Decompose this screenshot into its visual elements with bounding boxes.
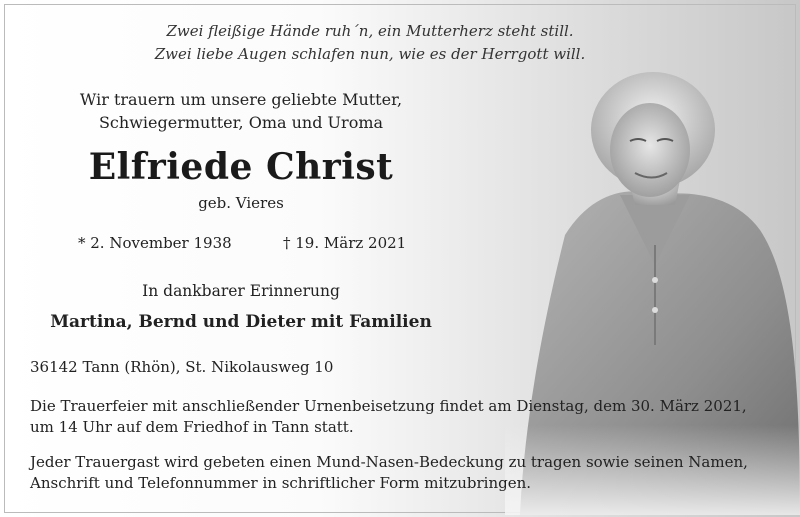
notice-line: Anschrift und Telefonnummer in schriftlicher Form mitzubringen. [30, 474, 532, 492]
address: 36142 Tann (Rhön), St. Nikolausweg 10 [30, 358, 334, 376]
funeral-line: Die Trauerfeier mit anschließender Urnenbeisetzung findet am Dienstag, dem 30. März 2021, [30, 397, 747, 415]
portrait-photo [505, 45, 800, 515]
family-signature: Martina, Bernd und Dieter mit Familien [50, 312, 432, 332]
verse-line: Zwei liebe Augen schlafen nun, wie es der Herrgott will. [154, 45, 586, 63]
deceased-name: Elfriede Christ [88, 146, 394, 188]
notice-line: Jeder Trauergast wird gebeten einen Mund-Nasen-Bedeckung zu tragen sowie seinen Namen, [30, 453, 748, 471]
intro-line: Wir trauern um unsere geliebte Mutter, [79, 90, 403, 109]
birth-date: * 2. November 1938 [78, 234, 232, 252]
intro-line: Schwiegermutter, Oma und Uroma [98, 113, 384, 132]
funeral-line: um 14 Uhr auf dem Friedhof in Tann statt. [30, 418, 354, 436]
memory-line: In dankbarer Erinnerung [142, 282, 340, 300]
memorial-verse [130, 20, 610, 66]
maiden-name: geb. Vieres [198, 194, 284, 212]
death-date: † 19. März 2021 [283, 234, 407, 252]
funeral-info [30, 396, 790, 438]
verse-line: Zwei fleißige Hände ruh´n, ein Mutterherz steht still. [166, 22, 574, 40]
mask-notice [30, 452, 790, 494]
intro-text [60, 88, 422, 134]
